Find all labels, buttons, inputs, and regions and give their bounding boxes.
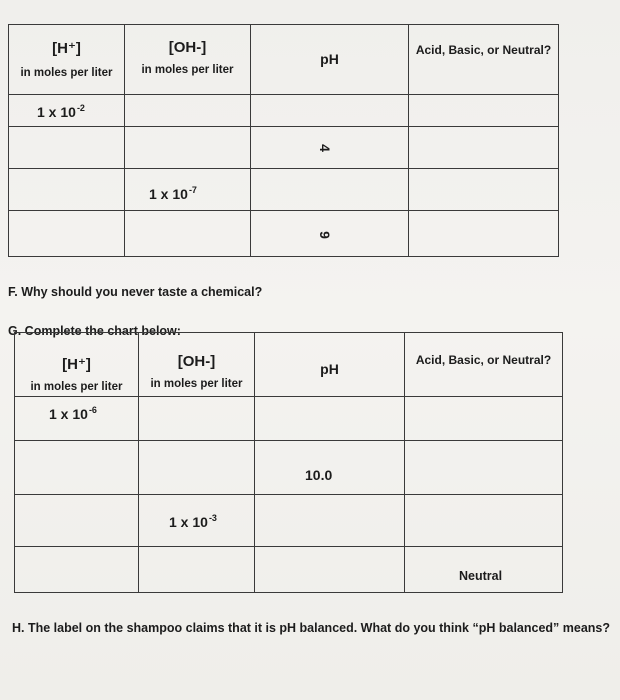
chart2-r4-abn-value: Neutral	[459, 569, 503, 583]
chart1-ph-label: pH	[320, 51, 339, 67]
chart1-r2-ph-value: 4	[316, 144, 333, 152]
chart1-h-unit: in moles per liter	[20, 67, 113, 79]
chart1-abn-label: Acid, Basic, or Neutral?	[415, 43, 552, 57]
chart1-r4-abn[interactable]	[409, 211, 559, 257]
chart1-oh-label: [OH-]	[168, 39, 207, 56]
chart1-header-abn	[409, 25, 559, 95]
chart2-r1-ph[interactable]	[255, 397, 405, 441]
question-f: F. Why should you never taste a chemical?	[8, 285, 263, 299]
chart1-r1-h-value: 1 x $10^{-2}$	[37, 103, 85, 120]
chart1-r2-abn[interactable]	[409, 127, 559, 169]
chart2-r2-ph-value: 10.0	[305, 467, 333, 483]
chart2-r4-abn[interactable]	[405, 547, 563, 593]
chart2-r3-abn[interactable]	[405, 495, 563, 547]
chart2-r2-ph[interactable]	[255, 441, 405, 495]
chart1-r3-abn[interactable]	[409, 169, 559, 211]
chart2-r3-ph[interactable]	[255, 495, 405, 547]
chart1-h-label: [H⁺]	[52, 40, 81, 57]
chart1-header-ph	[251, 25, 409, 95]
chart2-abn-label: Acid, Basic, or Neutral?	[415, 353, 552, 367]
chart1-r2-oh[interactable]	[125, 127, 251, 169]
chart1-header-oh	[125, 25, 251, 95]
chart1-r3-ph[interactable]	[251, 169, 409, 211]
chart2-r1-oh[interactable]	[139, 397, 255, 441]
chart1-oh-unit: in moles per liter	[141, 64, 234, 76]
chart2-r1-h[interactable]	[15, 397, 139, 441]
chart1-r4-ph[interactable]	[251, 211, 409, 257]
chart2-r3-h[interactable]	[15, 495, 139, 547]
chart2-ph-label: pH	[320, 361, 339, 377]
chart1-r3-oh-value: 1 x $10^{-7}$	[149, 185, 197, 202]
chart1-header-h	[9, 25, 125, 95]
chart1-r1-oh[interactable]	[125, 95, 251, 127]
chart1-r1-h[interactable]	[9, 95, 125, 127]
chart2-oh-label: [OH-]	[177, 353, 216, 370]
chart2-r2-oh[interactable]	[139, 441, 255, 495]
chart2-r3-oh[interactable]	[139, 495, 255, 547]
chart1-r4-ph-value: 9	[316, 231, 333, 239]
chart2-h-label: [H⁺]	[62, 356, 91, 373]
chart2-r3-oh-value: 1 x $10^{-3}$	[169, 513, 217, 530]
chart1-r3-oh[interactable]	[125, 169, 251, 211]
chart2-r4-h[interactable]	[15, 547, 139, 593]
chart2-r2-abn[interactable]	[405, 441, 563, 495]
chart2-h-unit: in moles per liter	[30, 381, 123, 393]
chart2-r1-h-value: 1 x $10^{-6}$	[49, 405, 97, 422]
chart1-r3-h[interactable]	[9, 169, 125, 211]
chart2-header-h	[15, 333, 139, 397]
chart2-r1-abn[interactable]	[405, 397, 563, 441]
chart2-oh-unit: in moles per liter	[150, 378, 243, 390]
question-g: G. Complete the chart below:	[8, 324, 181, 338]
chart-2	[14, 332, 563, 593]
question-h: H. The label on the shampoo claims that it is pH balanced. What do you think “pH balanced” means?	[12, 621, 611, 635]
chart2-header-ph	[255, 333, 405, 397]
chart2-header-abn	[405, 333, 563, 397]
chart2-r4-ph[interactable]	[255, 547, 405, 593]
chart1-r4-h[interactable]	[9, 211, 125, 257]
chart1-r2-ph[interactable]	[251, 127, 409, 169]
chart2-header-oh	[139, 333, 255, 397]
chart-1	[8, 24, 559, 257]
chart1-r2-h[interactable]	[9, 127, 125, 169]
chart2-r4-oh[interactable]	[139, 547, 255, 593]
chart2-r2-h[interactable]	[15, 441, 139, 495]
chart1-r1-ph[interactable]	[251, 95, 409, 127]
chart1-r1-abn[interactable]	[409, 95, 559, 127]
chart1-r4-oh[interactable]	[125, 211, 251, 257]
